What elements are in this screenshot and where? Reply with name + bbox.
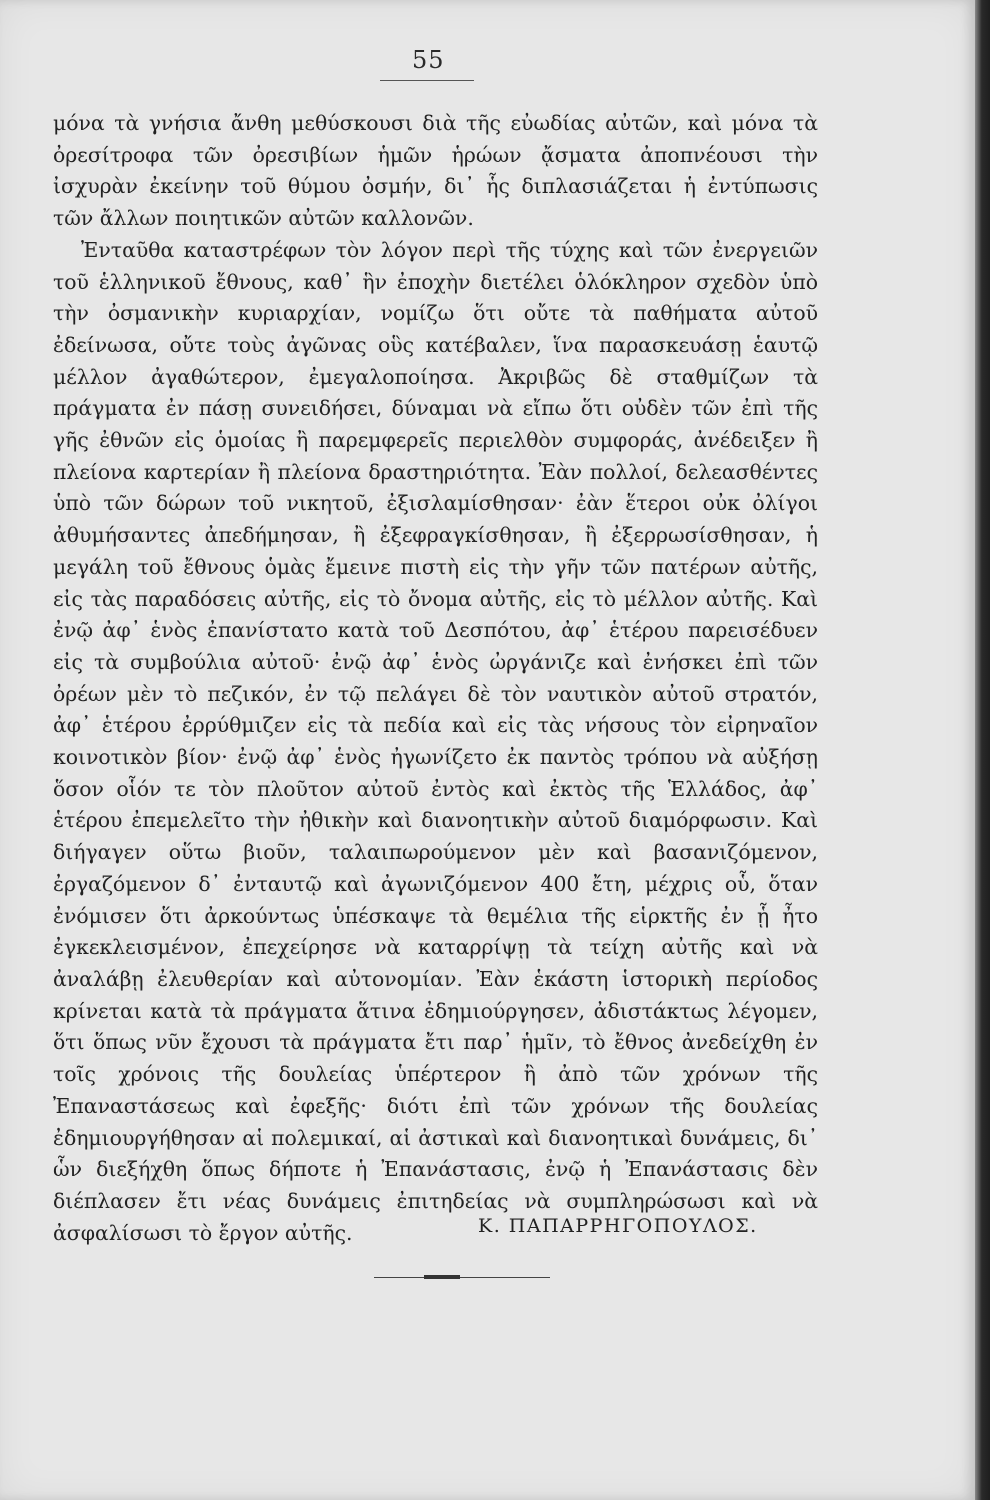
end-rule <box>374 1277 550 1278</box>
paragraph-2: Ἐνταῦθα καταστρέφων τὸν λόγον περὶ τῆς τύχης καὶ τῶν ἐνεργειῶν τοῦ ἑλληνικοῦ ἔθνους, καθ᾽ ἣν ἐποχὴν διετέλει ὁλόκληρον σχεδὸν ὑπὸ τὴν ὀσμανικὴν κυριαρχίαν, νομίζω ὅτι οὔτε τὰ παθήματα αὐτοῦ ἐδείνωσα, οὔτε τοὺς ἀγῶνας οὓς κατέβαλεν, ἵνα παρασκευάσῃ ἑαυτῷ μέλλον ἀγαθώτερον, ἐμεγαλοποίησα. Ἀκριβῶς δὲ σταθμίζων τὰ πράγματα ἐν πάσῃ συνειδήσει, δύναμαι νὰ εἴπω ὅτι οὐδὲν τῶν ἐπὶ τῆς γῆς ἐθνῶν εἰς ὁμοίας ἢ παρεμφερεῖς περιελθὸν συμφοράς, ἀνέδειξεν ἢ πλείονα καρτερίαν ἢ πλείονα δραστηριότητα. Ἐὰν πολλοί, δελεασθέντες ὑπὸ τῶν δώρων τοῦ νικητοῦ, ἐξισλαμίσθησαν· ἐὰν ἕτεροι οὐκ ὀλίγοι ἀθυμήσαντες ἀπεδήμησαν, ἢ ἐξεφραγκίσθησαν, ἢ ἐξερρωσίσθησαν, ἡ μεγάλη τοῦ ἔθνους ὁμὰς ἔμεινε πιστὴ εἰς τὴν γῆν τῶν πατέρων αὐτῆς, εἰς τὰς παραδόσεις αὐτῆς, εἰς τὸ ὄνομα αὐτῆς, εἰς τὸ μέλλον αὐτῆς. Καὶ ἐνῷ ἀφ᾽ ἑνὸς ἐπανίστατο κατὰ τοῦ Δεσπότου, ἀφ᾽ ἑτέρου παρεισέδυεν εἰς τὰ συμβούλια αὐτοῦ· ἐνῷ ἀφ᾽ ἑνὸς ὠργάνιζε καὶ ἐνήσκει ἐπὶ τῶν ὀρέων μὲν τὸ πεζικόν, ἐν τῷ πελάγει δὲ τὸν ναυτικὸν αὐτοῦ στρατόν, ἀφ᾽ ἑτέρου ἐρρύθμιζεν εἰς τὰ πεδία καὶ εἰς τὰς νήσους τὸν εἰρηναῖον κοινοτικὸν βίον· ἐνῷ ἀφ᾽ ἑνὸς ἠγωνίζετο ἐκ παντὸς τρόπου νὰ αὐξήσῃ ὅσον οἷόν τε τὸν πλοῦτον αὐτοῦ ἐντὸς καὶ ἐκτὸς τῆς Ἑλλάδος, ἀφ᾽ ἑτέρου ἐπεμελεῖτο τὴν ἠθικὴν καὶ διανοητικὴν αὐτοῦ διαμόρφωσιν. Καὶ διήγαγεν οὕτω βιοῦν, ταλαιπωρούμενον μὲν καὶ βασανιζόμενον, ἐργαζόμενον δ᾽ ἐνταυτῷ καὶ ἀγωνιζόμενον 400 ἔτη, μέχρις οὗ, ὅταν ἐνόμισεν ὅτι ἀρκούντως ὑπέσκαψε τὰ θεμέλια τῆς εἱρκτῆς ἐν ᾗ ἦτο ἐγκεκλεισμένον, ἐπεχείρησε νὰ καταρρίψῃ τὰ τείχη αὐτῆς καὶ νὰ ἀναλάβῃ ἐλευθερίαν καὶ αὐτονομίαν. Ἐὰν ἑκάστη ἱστορικὴ περίοδος κρίνεται κατὰ τὰ πράγματα ἅτινα ἐδημιούργησεν, ἀδιστάκτως λέγομεν, ὅτι ὅπως νῦν ἔχουσι τὰ πράγματα ἔτι παρ᾽ ἡμῖν, τὸ ἔθνος ἀνεδείχθη ἐν τοῖς χρόνοις τῆς δουλείας ὑπέρτερον ἢ ἀπὸ τῶν χρόνων τῆς Ἐπαναστάσεως καὶ ἐφεξῆς· διότι ἐπὶ τῶν χρόνων τῆς δουλείας ἐδημιουργήθησαν αἱ πολεμικαί, αἱ ἀστικαὶ καὶ διανοητικαὶ δυνάμεις, δι᾽ ὧν διεξήχθη ὅπως δήποτε ἡ Ἐπανάστασις, ἐνῷ ἡ Ἐπανάστασις δὲν διέπλασεν ἔτι νέας δυνάμεις ἐπιτηδείας νὰ συμπληρώσωσι καὶ νὰ ἀσφαλίσωσι τὸ ἔργον αὐτῆς. <box>53 237 818 1245</box>
end-rule-ornament <box>424 1275 460 1279</box>
body-text <box>53 108 818 1249</box>
paragraph-1: μόνα τὰ γνήσια ἄνθη μεθύσκουσι διὰ τῆς εὐωδίας αὐτῶν, καὶ μόνα τὰ ὀρεσίτροφα τῶν ὀρεσιβίων ἡμῶν ἡρώων ᾄσματα ἀποπνέουσι τὴν ἰσχυρὰν ἐκείνην τοῦ θύμου ὀσμήν, δι᾽ ἧς διπλασιάζεται ἡ ἐντύπωσις τῶν ἄλλων ποιητικῶν αὐτῶν καλλονῶν. <box>53 111 818 231</box>
page-edge-shadow <box>975 0 990 1500</box>
page-number: 55 <box>412 46 445 74</box>
page-number-rule <box>380 80 474 81</box>
author-signature: Κ. ΠΑΠΑΡΡΗΓΟΠΟΥΛΟΣ. <box>478 1215 758 1237</box>
